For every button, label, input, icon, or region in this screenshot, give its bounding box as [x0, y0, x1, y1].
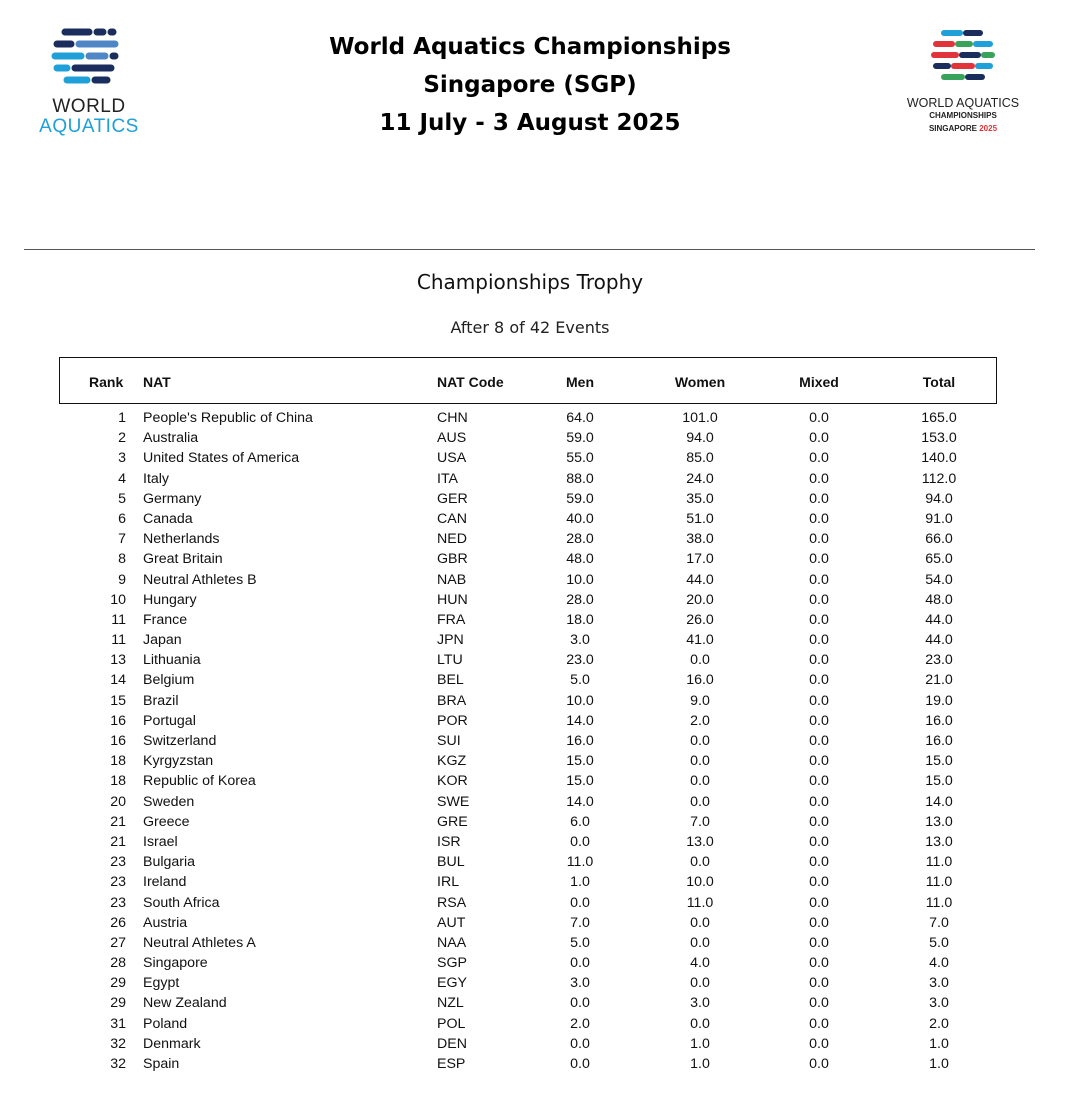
rank-cell: 8 [118, 551, 126, 568]
men-cell: 28.0 [566, 591, 594, 608]
logo-text-championships: CHAMPIONSHIPS [929, 111, 997, 120]
nat-code-cell: FRA [437, 611, 466, 628]
table-row [0, 953, 1080, 973]
total-cell: 11.0 [925, 894, 953, 911]
mixed-cell: 0.0 [809, 995, 829, 1012]
men-cell: 0.0 [570, 894, 590, 911]
rank-cell: 4 [118, 470, 126, 487]
event-header [290, 30, 770, 144]
rank-cell: 10 [110, 591, 126, 608]
nat-cell: Denmark [143, 1035, 201, 1052]
logo-text-year: 2025 [979, 124, 998, 133]
men-cell: 16.0 [566, 733, 594, 749]
women-cell: 0.0 [690, 1015, 710, 1032]
men-cell: 23.0 [566, 652, 594, 669]
women-cell: 2.0 [690, 712, 710, 729]
women-cell: 11.0 [686, 894, 714, 911]
header-divider [24, 249, 1035, 250]
women-cell: 44.0 [686, 571, 714, 588]
event-title: World Aquatics Championships [329, 34, 731, 60]
total-cell: 15.0 [925, 773, 953, 790]
total-cell: 7.0 [929, 914, 949, 931]
mixed-cell: 0.0 [809, 531, 829, 548]
men-cell: 10.0 [566, 692, 594, 709]
nat-cell: Greece [143, 813, 190, 830]
nat-cell: Lithuania [143, 652, 201, 669]
table-row [0, 650, 1080, 670]
mixed-cell: 0.0 [809, 813, 829, 830]
women-cell: 0.0 [690, 652, 710, 669]
women-cell: 10.0 [686, 874, 714, 891]
nat-cell: People's Republic of China [143, 410, 313, 426]
nat-cell: Japan [143, 632, 182, 649]
rank-cell: 11 [111, 632, 126, 649]
rank-cell: 18 [110, 773, 126, 790]
women-cell: 1.0 [690, 1035, 710, 1052]
table-row [0, 448, 1080, 468]
section-subtitle: After 8 of 42 Events [450, 318, 610, 337]
men-cell: 48.0 [566, 551, 594, 568]
mixed-cell: 0.0 [809, 712, 829, 729]
women-cell: 0.0 [690, 854, 710, 871]
nat-code-cell: NAA [437, 934, 467, 951]
women-cell: 9.0 [690, 692, 710, 709]
mixed-cell: 0.0 [809, 490, 829, 507]
mixed-cell: 0.0 [809, 914, 829, 931]
nat-cell: United States of America [143, 450, 300, 467]
nat-cell: South Africa [143, 894, 220, 911]
table-row [0, 731, 1080, 751]
nat-code-cell: BRA [437, 692, 467, 709]
rank-cell: 2 [118, 430, 126, 447]
rank-cell: 26 [110, 914, 126, 931]
championships-logo [886, 28, 1040, 138]
women-cell: 0.0 [690, 934, 710, 951]
men-cell: 59.0 [566, 490, 594, 507]
total-cell: 65.0 [925, 551, 953, 568]
nat-cell: Belgium [143, 672, 195, 689]
rank-cell: 16 [110, 712, 126, 729]
rank-cell: 20 [110, 793, 126, 810]
women-cell: 7.0 [690, 813, 710, 830]
men-cell: 5.0 [570, 672, 590, 689]
table-row [0, 812, 1080, 832]
logo-text-world-aquatics: WORLD AQUATICS [906, 96, 1020, 110]
women-cell: 16.0 [686, 672, 714, 689]
nat-code-cell: RSA [437, 894, 467, 911]
mixed-cell: 0.0 [809, 551, 829, 568]
rank-cell: 18 [110, 753, 126, 770]
table-row [0, 792, 1080, 812]
nat-code-cell: ITA [437, 470, 459, 487]
women-cell: 0.0 [690, 793, 710, 810]
nat-cell: Canada [143, 510, 193, 527]
nat-cell: Neutral Athletes A [143, 934, 256, 951]
nat-code-cell: POL [437, 1015, 466, 1032]
total-cell: 15.0 [925, 753, 953, 770]
nat-cell: Italy [143, 470, 170, 487]
rank-cell: 7 [118, 531, 126, 548]
table-row [0, 469, 1080, 489]
total-cell: 165.0 [921, 410, 957, 426]
women-cell: 94.0 [686, 430, 714, 447]
total-cell: 16.0 [925, 712, 953, 729]
nat-cell: France [143, 611, 188, 628]
event-dates: 11 July - 3 August 2025 [379, 110, 681, 136]
nat-code-cell: NAB [437, 571, 467, 588]
women-cell: 38.0 [686, 531, 714, 548]
mixed-cell: 0.0 [809, 753, 829, 770]
men-cell: 3.0 [570, 975, 590, 992]
men-cell: 88.0 [566, 470, 594, 487]
column-header-men: Men [566, 374, 594, 390]
mixed-cell: 0.0 [809, 975, 829, 992]
table-row [0, 973, 1080, 993]
column-header-rank: Rank [89, 374, 124, 390]
nat-code-cell: ESP [437, 1056, 466, 1072]
section-title: Championships Trophy [416, 270, 644, 294]
nat-cell: Great Britain [143, 551, 223, 568]
nat-code-cell: BEL [437, 672, 464, 689]
men-cell: 0.0 [570, 833, 590, 850]
men-cell: 0.0 [570, 955, 590, 972]
nat-cell: Netherlands [143, 531, 220, 548]
mixed-cell: 0.0 [809, 430, 829, 447]
total-cell: 44.0 [925, 632, 953, 649]
rank-cell: 23 [110, 874, 126, 891]
mixed-cell: 0.0 [809, 692, 829, 709]
nat-cell: Brazil [143, 692, 179, 709]
women-cell: 0.0 [690, 773, 710, 790]
nat-code-cell: IRL [437, 874, 460, 891]
nat-cell: Portugal [143, 712, 196, 729]
women-cell: 0.0 [690, 733, 710, 749]
women-cell: 35.0 [686, 490, 714, 507]
total-cell: 54.0 [925, 571, 953, 588]
women-cell: 3.0 [690, 995, 710, 1012]
men-cell: 3.0 [570, 632, 590, 649]
table-row [0, 771, 1080, 791]
men-cell: 10.0 [566, 571, 594, 588]
men-cell: 7.0 [570, 914, 590, 931]
nat-code-cell: ISR [437, 833, 461, 850]
rank-cell: 23 [110, 894, 126, 911]
nat-code-cell: POR [437, 712, 468, 729]
women-cell: 26.0 [686, 611, 714, 628]
total-cell: 21.0 [925, 672, 953, 689]
mixed-cell: 0.0 [809, 591, 829, 608]
total-cell: 11.0 [925, 854, 953, 871]
nat-code-cell: GRE [437, 813, 468, 830]
nat-cell: Hungary [143, 591, 197, 608]
total-cell: 11.0 [925, 874, 953, 891]
mixed-cell: 0.0 [809, 410, 829, 426]
men-cell: 15.0 [566, 773, 594, 790]
total-cell: 5.0 [929, 934, 949, 951]
mixed-cell: 0.0 [809, 1015, 829, 1032]
nat-cell: Ireland [143, 874, 187, 891]
total-cell: 153.0 [921, 430, 957, 447]
table-row [0, 489, 1080, 509]
total-cell: 48.0 [925, 591, 953, 608]
nat-cell: Republic of Korea [143, 773, 256, 790]
total-cell: 44.0 [925, 611, 953, 628]
men-cell: 0.0 [570, 1056, 590, 1072]
women-cell: 17.0 [686, 551, 714, 568]
table-row [0, 893, 1080, 913]
mixed-cell: 0.0 [809, 1056, 829, 1072]
mixed-cell: 0.0 [809, 894, 829, 911]
rank-cell: 29 [110, 975, 126, 992]
table-row [0, 872, 1080, 892]
mixed-cell: 0.0 [809, 773, 829, 790]
nat-code-cell: KOR [437, 773, 468, 790]
table-row [0, 1014, 1080, 1034]
rank-cell: 5 [118, 490, 126, 507]
men-cell: 1.0 [570, 874, 590, 891]
table-row [0, 670, 1080, 690]
total-cell: 94.0 [925, 490, 953, 507]
women-cell: 41.0 [686, 632, 714, 649]
mixed-cell: 0.0 [809, 510, 829, 527]
rank-cell: 28 [110, 955, 126, 972]
logo-text-aquatics: AQUATICS [39, 116, 139, 137]
men-cell: 5.0 [570, 934, 590, 951]
women-cell: 51.0 [686, 510, 714, 527]
logo-text-world: WORLD [52, 96, 126, 117]
total-cell: 4.0 [929, 955, 949, 972]
rank-cell: 14 [110, 672, 126, 689]
mixed-cell: 0.0 [809, 470, 829, 487]
men-cell: 64.0 [566, 410, 594, 426]
nat-code-cell: KGZ [437, 753, 467, 770]
table-row [0, 1034, 1080, 1054]
table-row [0, 630, 1080, 650]
women-cell: 101.0 [682, 410, 718, 426]
rank-cell: 6 [118, 510, 126, 527]
men-cell: 40.0 [566, 510, 594, 527]
rank-cell: 21 [110, 813, 126, 830]
rank-cell: 16 [110, 733, 126, 749]
total-cell: 112.0 [921, 470, 957, 487]
men-cell: 0.0 [570, 995, 590, 1012]
total-cell: 23.0 [925, 652, 953, 669]
nat-code-cell: HUN [437, 591, 468, 608]
nat-code-cell: AUT [437, 914, 466, 931]
column-header-mixed: Mixed [799, 374, 839, 390]
championships-dots-icon [930, 28, 996, 86]
women-cell: 1.0 [690, 1056, 710, 1072]
nat-cell: New Zealand [143, 995, 227, 1012]
total-cell: 140.0 [921, 450, 957, 467]
table-row [0, 428, 1080, 448]
table-row [0, 408, 1080, 428]
nat-cell: Egypt [143, 975, 180, 992]
mixed-cell: 0.0 [809, 874, 829, 891]
column-header-nat-code: NAT Code [437, 374, 504, 390]
rank-cell: 32 [110, 1035, 126, 1052]
total-cell: 1.0 [929, 1035, 949, 1052]
rank-cell: 32 [110, 1056, 126, 1072]
mixed-cell: 0.0 [809, 571, 829, 588]
men-cell: 11.0 [566, 854, 594, 871]
rank-cell: 3 [118, 450, 126, 467]
nat-code-cell: CHN [437, 410, 468, 426]
rank-cell: 13 [110, 652, 126, 669]
women-cell: 24.0 [686, 470, 714, 487]
nat-code-cell: BUL [437, 854, 465, 871]
mixed-cell: 0.0 [809, 672, 829, 689]
women-cell: 20.0 [686, 591, 714, 608]
men-cell: 15.0 [566, 753, 594, 770]
table-row [0, 529, 1080, 549]
men-cell: 55.0 [566, 450, 594, 467]
total-cell: 3.0 [929, 975, 949, 992]
mixed-cell: 0.0 [809, 793, 829, 810]
mixed-cell: 0.0 [809, 955, 829, 972]
nat-cell: Bulgaria [143, 854, 196, 871]
women-cell: 0.0 [690, 753, 710, 770]
table-row [0, 832, 1080, 852]
nat-code-cell: EGY [437, 975, 467, 992]
nat-cell: Switzerland [143, 733, 217, 749]
table-row [0, 691, 1080, 711]
nat-code-cell: LTU [437, 652, 463, 669]
rank-cell: 31 [110, 1015, 126, 1032]
nat-code-cell: SUI [437, 733, 461, 749]
mixed-cell: 0.0 [809, 1035, 829, 1052]
rank-cell: 11 [111, 611, 126, 628]
total-cell: 16.0 [925, 733, 953, 749]
nat-cell: Australia [143, 430, 199, 447]
table-row [0, 711, 1080, 731]
nat-cell: Poland [143, 1015, 188, 1032]
nat-code-cell: DEN [437, 1035, 467, 1052]
men-cell: 6.0 [570, 813, 590, 830]
total-cell: 1.0 [929, 1056, 949, 1072]
rank-cell: 21 [110, 833, 126, 850]
nat-code-cell: CAN [437, 510, 467, 527]
column-header-nat: NAT [143, 374, 171, 390]
men-cell: 59.0 [566, 430, 594, 447]
mixed-cell: 0.0 [809, 450, 829, 467]
mixed-cell: 0.0 [809, 632, 829, 649]
table-header [59, 357, 997, 404]
total-cell: 3.0 [929, 995, 949, 1012]
mixed-cell: 0.0 [809, 611, 829, 628]
nat-code-cell: SGP [437, 955, 467, 972]
world-aquatics-logo [26, 26, 152, 138]
table-row [0, 993, 1080, 1013]
total-cell: 13.0 [925, 833, 953, 850]
logo-text-singapore: SINGAPORE [928, 124, 977, 133]
men-cell: 18.0 [566, 611, 594, 628]
table-row [0, 610, 1080, 630]
nat-cell: Neutral Athletes B [143, 571, 257, 588]
total-cell: 91.0 [925, 510, 953, 527]
total-cell: 19.0 [925, 692, 953, 709]
nat-cell: Sweden [143, 793, 195, 810]
table-row [0, 590, 1080, 610]
nat-cell: Israel [143, 833, 178, 850]
total-cell: 2.0 [929, 1015, 949, 1032]
table-row [0, 933, 1080, 953]
nat-code-cell: NZL [437, 995, 464, 1012]
nat-code-cell: JPN [437, 632, 464, 649]
logo-text-singapore-2025 [886, 124, 1040, 133]
nat-code-cell: NED [437, 531, 467, 548]
men-cell: 14.0 [566, 793, 594, 810]
rank-cell: 27 [110, 934, 126, 951]
standings-table-body [0, 408, 1080, 1074]
rank-cell: 29 [110, 995, 126, 1012]
world-aquatics-dots-icon [51, 26, 127, 86]
women-cell: 13.0 [686, 833, 714, 850]
nat-code-cell: GER [437, 490, 468, 507]
event-location: Singapore (SGP) [423, 72, 637, 98]
rank-cell: 9 [118, 571, 126, 588]
nat-cell: Austria [143, 914, 188, 931]
women-cell: 4.0 [690, 955, 710, 972]
table-row [0, 549, 1080, 569]
nat-code-cell: USA [437, 450, 467, 467]
rank-cell: 1 [118, 410, 126, 426]
nat-cell: Spain [143, 1056, 180, 1072]
rank-cell: 15 [110, 692, 126, 709]
mixed-cell: 0.0 [809, 854, 829, 871]
column-header-total: Total [922, 374, 956, 390]
mixed-cell: 0.0 [809, 652, 829, 669]
mixed-cell: 0.0 [809, 733, 829, 749]
rank-cell: 23 [110, 854, 126, 871]
men-cell: 2.0 [570, 1015, 590, 1032]
total-cell: 14.0 [925, 793, 953, 810]
nat-cell: Singapore [143, 955, 208, 972]
men-cell: 28.0 [566, 531, 594, 548]
men-cell: 0.0 [570, 1035, 590, 1052]
column-header-women: Women [674, 374, 726, 390]
women-cell: 0.0 [690, 975, 710, 992]
nat-code-cell: AUS [437, 430, 467, 447]
nat-cell: Germany [143, 490, 202, 507]
nat-code-cell: GBR [437, 551, 468, 568]
total-cell: 66.0 [925, 531, 953, 548]
mixed-cell: 0.0 [809, 934, 829, 951]
table-row [0, 1054, 1080, 1074]
mixed-cell: 0.0 [809, 833, 829, 850]
table-row [0, 570, 1080, 590]
women-cell: 0.0 [690, 914, 710, 931]
men-cell: 14.0 [566, 712, 594, 729]
table-row [0, 852, 1080, 872]
table-row [0, 751, 1080, 771]
women-cell: 85.0 [686, 450, 714, 467]
table-row [0, 509, 1080, 529]
nat-cell: Kyrgyzstan [143, 753, 214, 770]
total-cell: 13.0 [925, 813, 953, 830]
table-row [0, 913, 1080, 933]
nat-code-cell: SWE [437, 793, 470, 810]
